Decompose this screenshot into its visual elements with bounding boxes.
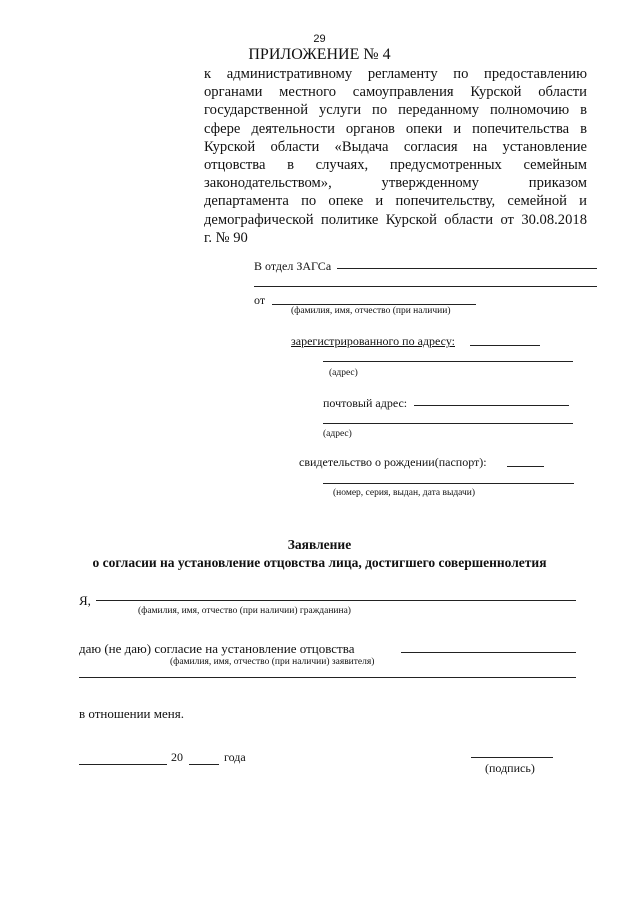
intro-line: органами местного самоуправления Курской области (204, 84, 587, 101)
intro-line: государственной услуги по переданному полномочию в (204, 102, 587, 119)
signature-caption: (подпись) (485, 761, 535, 775)
year-prefix: 20 (171, 750, 183, 764)
address-caption: (адрес) (329, 368, 358, 378)
consent-label: даю (не даю) согласие на установление отцовства (79, 641, 355, 656)
postal-address-field-line2[interactable] (323, 423, 573, 424)
intro-line: к административному регламенту по предоставлению (204, 66, 587, 82)
intro-line: сфере деятельности органов опеки и попечительства в (204, 120, 587, 137)
i-label: Я, (79, 593, 91, 608)
applicant-name-field-line2[interactable] (79, 677, 576, 678)
applicant-name-field[interactable] (401, 652, 576, 653)
birth-certificate-field[interactable] (507, 466, 544, 467)
zags-name-field-line2[interactable] (254, 286, 597, 287)
intro-line: г. № 90 (204, 229, 248, 246)
date-field[interactable] (79, 764, 167, 765)
regarding-label: в отношении меня. (79, 706, 184, 721)
intro-line: законодательством», утвержденному приказом (204, 175, 587, 192)
intro-line: демографической политике Курской области от 30.08.2018 (204, 211, 587, 228)
postal-address-field[interactable] (414, 405, 569, 406)
intro-line: Курской области «Выдача согласия на установление (204, 138, 587, 155)
registered-address-field-line2[interactable] (323, 361, 573, 362)
registered-address-label: зарегистрированного по адресу: (291, 334, 455, 348)
appendix-title: ПРИЛОЖЕНИЕ № 4 (248, 46, 391, 63)
citizen-fio-field[interactable] (96, 600, 576, 601)
signature-field[interactable] (471, 757, 553, 758)
statement-subtitle: о согласии на установление отцовства лица, достигшего совершеннолетия (92, 555, 547, 570)
appendix-reference-text (204, 65, 587, 247)
birth-certificate-field-line2[interactable] (323, 483, 574, 484)
applicant-caption: (фамилия, имя, отчество (при наличии) заявителя) (170, 657, 375, 667)
postal-address-label: почтовый адрес: (323, 396, 408, 410)
fio-caption: (фамилия, имя, отчество (при наличии) (291, 306, 451, 316)
citizen-caption: (фамилия, имя, отчество (при наличии) гражданина) (138, 606, 351, 616)
statement-title: Заявление (287, 537, 352, 552)
page-number: 29 (313, 33, 326, 45)
from-label: от (254, 293, 266, 307)
registered-address-field[interactable] (470, 345, 540, 346)
applicant-fio-field[interactable] (272, 304, 476, 305)
postal-address-caption: (адрес) (323, 429, 352, 439)
to-zags-label: В отдел ЗАГСа (254, 259, 332, 273)
certificate-caption: (номер, серия, выдан, дата выдачи) (333, 488, 476, 498)
intro-line: отцовства в случаях, предусмотренных семейным (204, 156, 587, 173)
year-field[interactable] (189, 764, 219, 765)
zags-name-field[interactable] (337, 268, 597, 269)
birth-certificate-label: свидетельство о рождении(паспорт): (299, 455, 487, 469)
year-suffix: года (224, 750, 246, 764)
intro-line: департамента по опеке и попечительству, семейной и (204, 193, 587, 210)
